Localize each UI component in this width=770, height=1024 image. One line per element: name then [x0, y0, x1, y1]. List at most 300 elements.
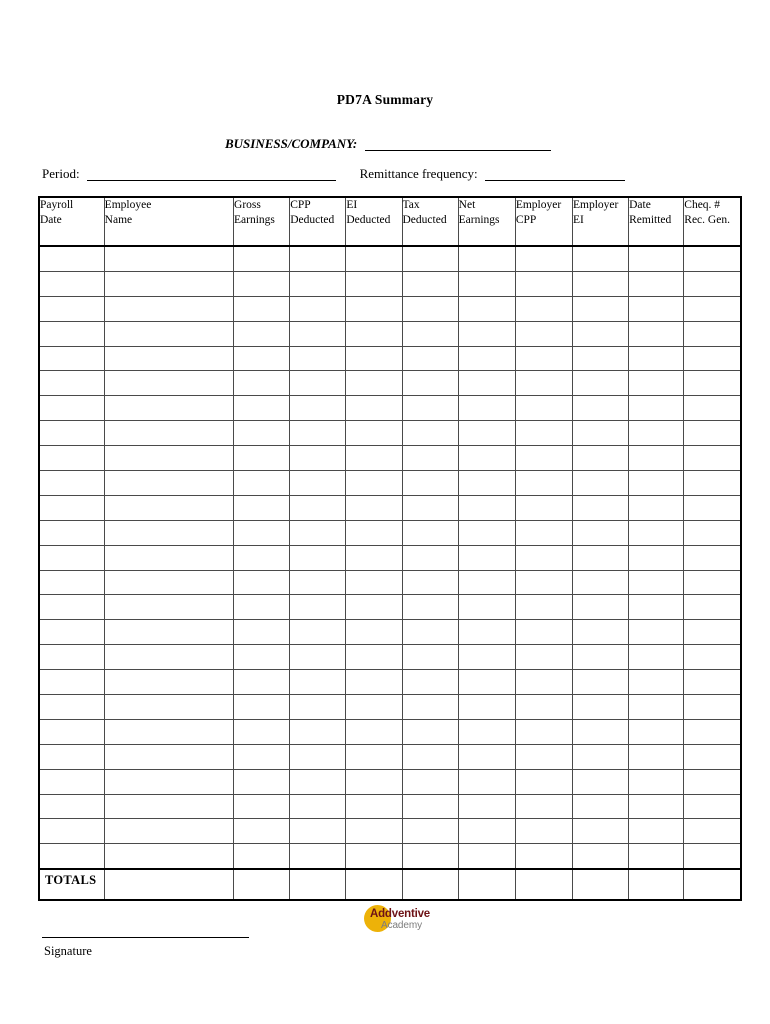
- table-cell[interactable]: [572, 719, 628, 744]
- table-cell[interactable]: [234, 645, 290, 670]
- table-cell[interactable]: [515, 346, 572, 371]
- table-cell[interactable]: [104, 595, 233, 620]
- table-cell[interactable]: [104, 421, 233, 446]
- column-header-3: [290, 197, 346, 246]
- table-cell[interactable]: [234, 819, 290, 844]
- table-cell[interactable]: [402, 421, 458, 446]
- table-cell[interactable]: [346, 769, 402, 794]
- table-row: [39, 321, 741, 346]
- table-cell[interactable]: [572, 570, 628, 595]
- table-cell[interactable]: [458, 670, 515, 695]
- table-cell[interactable]: [234, 570, 290, 595]
- table-cell[interactable]: [346, 371, 402, 396]
- table-cell[interactable]: [629, 346, 684, 371]
- table-cell[interactable]: [629, 670, 684, 695]
- table-cell[interactable]: [290, 819, 346, 844]
- column-header-line2: Earnings: [458, 214, 500, 226]
- table-cell[interactable]: [684, 520, 741, 545]
- table-cell[interactable]: [234, 421, 290, 446]
- period-input[interactable]: [87, 167, 336, 181]
- table-cell[interactable]: [234, 371, 290, 396]
- table-cell[interactable]: [104, 844, 233, 869]
- table-cell[interactable]: [290, 396, 346, 421]
- table-cell[interactable]: [572, 471, 628, 496]
- table-cell[interactable]: [234, 595, 290, 620]
- table-cell[interactable]: [234, 769, 290, 794]
- table-cell[interactable]: [346, 246, 402, 271]
- totals-cell[interactable]: [346, 869, 402, 900]
- table-cell[interactable]: [39, 271, 104, 296]
- table-cell[interactable]: [39, 819, 104, 844]
- table-cell[interactable]: [515, 321, 572, 346]
- table-cell[interactable]: [290, 371, 346, 396]
- table-cell[interactable]: [515, 495, 572, 520]
- table-cell[interactable]: [629, 819, 684, 844]
- table-cell[interactable]: [104, 744, 233, 769]
- table-cell[interactable]: [572, 844, 628, 869]
- table-cell[interactable]: [515, 421, 572, 446]
- table-cell[interactable]: [234, 396, 290, 421]
- table-cell[interactable]: [684, 719, 741, 744]
- table-cell[interactable]: [39, 744, 104, 769]
- table-cell[interactable]: [234, 695, 290, 720]
- table-cell[interactable]: [402, 545, 458, 570]
- table-cell[interactable]: [572, 645, 628, 670]
- table-cell[interactable]: [515, 471, 572, 496]
- table-cell[interactable]: [39, 446, 104, 471]
- table-cell[interactable]: [346, 495, 402, 520]
- table-cell[interactable]: [629, 296, 684, 321]
- table-cell[interactable]: [104, 719, 233, 744]
- table-cell[interactable]: [402, 744, 458, 769]
- table-cell[interactable]: [572, 246, 628, 271]
- table-cell[interactable]: [684, 545, 741, 570]
- table-cell[interactable]: [629, 520, 684, 545]
- table-cell[interactable]: [629, 421, 684, 446]
- table-cell[interactable]: [402, 769, 458, 794]
- table-cell[interactable]: [684, 769, 741, 794]
- table-cell[interactable]: [515, 645, 572, 670]
- table-cell[interactable]: [458, 744, 515, 769]
- table-cell[interactable]: [39, 495, 104, 520]
- table-cell[interactable]: [458, 769, 515, 794]
- totals-cell[interactable]: [402, 869, 458, 900]
- table-cell[interactable]: [458, 545, 515, 570]
- table-cell[interactable]: [402, 570, 458, 595]
- table-cell[interactable]: [346, 271, 402, 296]
- table-cell[interactable]: [629, 545, 684, 570]
- table-cell[interactable]: [402, 321, 458, 346]
- table-cell[interactable]: [629, 844, 684, 869]
- table-cell[interactable]: [629, 744, 684, 769]
- table-cell[interactable]: [515, 371, 572, 396]
- table-cell[interactable]: [684, 744, 741, 769]
- table-cell[interactable]: [234, 495, 290, 520]
- table-cell[interactable]: [39, 595, 104, 620]
- table-cell[interactable]: [629, 246, 684, 271]
- table-cell[interactable]: [684, 695, 741, 720]
- table-cell[interactable]: [290, 271, 346, 296]
- table-cell[interactable]: [458, 719, 515, 744]
- table-cell[interactable]: [402, 794, 458, 819]
- table-cell[interactable]: [290, 620, 346, 645]
- table-cell[interactable]: [458, 471, 515, 496]
- table-cell[interactable]: [684, 321, 741, 346]
- table-cell[interactable]: [515, 545, 572, 570]
- table-cell[interactable]: [234, 794, 290, 819]
- table-cell[interactable]: [39, 545, 104, 570]
- table-cell[interactable]: [39, 620, 104, 645]
- table-cell[interactable]: [629, 620, 684, 645]
- table-cell[interactable]: [104, 819, 233, 844]
- table-cell[interactable]: [515, 446, 572, 471]
- table-cell[interactable]: [515, 794, 572, 819]
- table-cell[interactable]: [39, 421, 104, 446]
- table-cell[interactable]: [684, 620, 741, 645]
- table-cell[interactable]: [402, 446, 458, 471]
- table-cell[interactable]: [515, 719, 572, 744]
- totals-cell[interactable]: [290, 869, 346, 900]
- table-cell[interactable]: [234, 321, 290, 346]
- table-cell[interactable]: [572, 321, 628, 346]
- table-cell[interactable]: [458, 371, 515, 396]
- table-cell[interactable]: [402, 346, 458, 371]
- table-cell[interactable]: [346, 645, 402, 670]
- table-cell[interactable]: [290, 296, 346, 321]
- table-cell[interactable]: [402, 645, 458, 670]
- table-cell[interactable]: [572, 520, 628, 545]
- table-cell[interactable]: [290, 495, 346, 520]
- table-cell[interactable]: [104, 645, 233, 670]
- table-cell[interactable]: [458, 595, 515, 620]
- table-cell[interactable]: [515, 620, 572, 645]
- table-cell[interactable]: [684, 346, 741, 371]
- table-cell[interactable]: [458, 321, 515, 346]
- table-cell[interactable]: [458, 421, 515, 446]
- table-cell[interactable]: [346, 844, 402, 869]
- table-cell[interactable]: [572, 271, 628, 296]
- table-cell[interactable]: [402, 844, 458, 869]
- table-cell[interactable]: [684, 844, 741, 869]
- table-cell[interactable]: [290, 719, 346, 744]
- table-cell[interactable]: [684, 645, 741, 670]
- table-cell[interactable]: [402, 670, 458, 695]
- table-cell[interactable]: [402, 520, 458, 545]
- table-cell[interactable]: [629, 595, 684, 620]
- table-cell[interactable]: [458, 346, 515, 371]
- table-cell[interactable]: [515, 819, 572, 844]
- table-cell[interactable]: [346, 595, 402, 620]
- table-cell[interactable]: [629, 794, 684, 819]
- table-cell[interactable]: [234, 670, 290, 695]
- table-cell[interactable]: [39, 321, 104, 346]
- table-cell[interactable]: [234, 844, 290, 869]
- table-cell[interactable]: [290, 421, 346, 446]
- table-cell[interactable]: [458, 695, 515, 720]
- table-cell[interactable]: [290, 695, 346, 720]
- table-cell[interactable]: [515, 520, 572, 545]
- table-cell[interactable]: [39, 769, 104, 794]
- table-cell[interactable]: [515, 246, 572, 271]
- table-cell[interactable]: [234, 744, 290, 769]
- table-cell[interactable]: [515, 744, 572, 769]
- table-cell[interactable]: [458, 570, 515, 595]
- table-cell[interactable]: [39, 471, 104, 496]
- table-cell[interactable]: [572, 794, 628, 819]
- table-cell[interactable]: [39, 296, 104, 321]
- table-cell[interactable]: [515, 769, 572, 794]
- table-cell[interactable]: [629, 446, 684, 471]
- table-cell[interactable]: [290, 844, 346, 869]
- table-cell[interactable]: [39, 396, 104, 421]
- table-cell[interactable]: [346, 396, 402, 421]
- table-cell[interactable]: [234, 545, 290, 570]
- table-cell[interactable]: [290, 670, 346, 695]
- table-cell[interactable]: [684, 471, 741, 496]
- table-cell[interactable]: [572, 819, 628, 844]
- table-cell[interactable]: [684, 595, 741, 620]
- totals-cell[interactable]: [104, 869, 233, 900]
- table-cell[interactable]: [684, 296, 741, 321]
- table-cell[interactable]: [39, 346, 104, 371]
- table-cell[interactable]: [346, 471, 402, 496]
- table-cell[interactable]: [684, 570, 741, 595]
- table-cell[interactable]: [572, 371, 628, 396]
- period-remittance-row: [42, 166, 732, 181]
- table-cell[interactable]: [458, 246, 515, 271]
- table-row: [39, 495, 741, 520]
- table-cell[interactable]: [629, 371, 684, 396]
- table-cell[interactable]: [346, 520, 402, 545]
- table-row: [39, 296, 741, 321]
- table-cell[interactable]: [290, 570, 346, 595]
- table-cell[interactable]: [104, 769, 233, 794]
- table-cell[interactable]: [629, 695, 684, 720]
- table-cell[interactable]: [290, 471, 346, 496]
- table-cell[interactable]: [346, 446, 402, 471]
- table-cell[interactable]: [234, 446, 290, 471]
- table-cell[interactable]: [104, 321, 233, 346]
- table-cell[interactable]: [290, 446, 346, 471]
- table-cell[interactable]: [104, 794, 233, 819]
- table-cell[interactable]: [402, 495, 458, 520]
- table-cell[interactable]: [515, 844, 572, 869]
- table-cell[interactable]: [515, 271, 572, 296]
- table-cell[interactable]: [290, 794, 346, 819]
- table-cell[interactable]: [572, 620, 628, 645]
- totals-cell[interactable]: [684, 869, 741, 900]
- table-cell[interactable]: [629, 321, 684, 346]
- table-cell[interactable]: [346, 794, 402, 819]
- table-cell[interactable]: [402, 719, 458, 744]
- column-header-line2: Rec. Gen.: [684, 214, 730, 226]
- table-cell[interactable]: [458, 645, 515, 670]
- table-cell[interactable]: [104, 695, 233, 720]
- table-cell[interactable]: [572, 595, 628, 620]
- table-cell[interactable]: [629, 645, 684, 670]
- table-cell[interactable]: [290, 321, 346, 346]
- table-cell[interactable]: [458, 271, 515, 296]
- totals-cell[interactable]: [572, 869, 628, 900]
- table-cell[interactable]: [234, 520, 290, 545]
- table-cell[interactable]: [290, 595, 346, 620]
- column-header-9: [629, 197, 684, 246]
- table-cell[interactable]: [629, 471, 684, 496]
- table-cell[interactable]: [458, 296, 515, 321]
- table-cell[interactable]: [346, 695, 402, 720]
- table-cell[interactable]: [458, 819, 515, 844]
- table-cell[interactable]: [629, 769, 684, 794]
- totals-cell[interactable]: [515, 869, 572, 900]
- table-cell[interactable]: [572, 670, 628, 695]
- table-cell[interactable]: [104, 495, 233, 520]
- table-cell[interactable]: [234, 346, 290, 371]
- table-cell[interactable]: [572, 446, 628, 471]
- table-cell[interactable]: [684, 371, 741, 396]
- table-cell[interactable]: [572, 346, 628, 371]
- table-cell[interactable]: [234, 471, 290, 496]
- table-cell[interactable]: [346, 545, 402, 570]
- table-cell[interactable]: [402, 246, 458, 271]
- table-cell[interactable]: [39, 719, 104, 744]
- table-cell[interactable]: [346, 570, 402, 595]
- table-cell[interactable]: [402, 695, 458, 720]
- table-cell[interactable]: [104, 471, 233, 496]
- table-cell[interactable]: [572, 769, 628, 794]
- table-cell[interactable]: [572, 695, 628, 720]
- totals-cell[interactable]: [458, 869, 515, 900]
- table-cell[interactable]: [515, 670, 572, 695]
- table-cell[interactable]: [290, 545, 346, 570]
- table-cell[interactable]: [39, 371, 104, 396]
- table-cell[interactable]: [572, 744, 628, 769]
- table-cell[interactable]: [572, 495, 628, 520]
- table-cell[interactable]: [458, 794, 515, 819]
- table-cell[interactable]: [234, 620, 290, 645]
- table-cell[interactable]: [39, 246, 104, 271]
- table-cell[interactable]: [402, 371, 458, 396]
- table-cell[interactable]: [234, 246, 290, 271]
- table-cell[interactable]: [684, 271, 741, 296]
- table-cell[interactable]: [346, 744, 402, 769]
- table-cell[interactable]: [515, 595, 572, 620]
- table-cell[interactable]: [402, 296, 458, 321]
- signature-input[interactable]: [42, 937, 249, 938]
- table-cell[interactable]: [629, 495, 684, 520]
- table-row: [39, 794, 741, 819]
- table-cell[interactable]: [234, 296, 290, 321]
- table-cell[interactable]: [572, 396, 628, 421]
- table-cell[interactable]: [572, 545, 628, 570]
- table-cell[interactable]: [346, 296, 402, 321]
- table-cell[interactable]: [39, 645, 104, 670]
- table-cell[interactable]: [572, 421, 628, 446]
- table-cell[interactable]: [104, 371, 233, 396]
- table-cell[interactable]: [684, 819, 741, 844]
- table-cell[interactable]: [346, 346, 402, 371]
- table-cell[interactable]: [684, 495, 741, 520]
- table-cell[interactable]: [39, 695, 104, 720]
- totals-cell[interactable]: [629, 869, 684, 900]
- table-cell[interactable]: [402, 471, 458, 496]
- table-cell[interactable]: [402, 271, 458, 296]
- table-cell[interactable]: [290, 346, 346, 371]
- totals-cell[interactable]: [234, 869, 290, 900]
- table-cell[interactable]: [346, 719, 402, 744]
- table-cell[interactable]: [290, 520, 346, 545]
- table-cell[interactable]: [402, 396, 458, 421]
- table-cell[interactable]: [346, 321, 402, 346]
- business-company-input[interactable]: [365, 137, 551, 151]
- table-cell[interactable]: [629, 719, 684, 744]
- table-cell[interactable]: [290, 744, 346, 769]
- table-cell[interactable]: [684, 421, 741, 446]
- table-cell[interactable]: [290, 246, 346, 271]
- table-cell[interactable]: [39, 794, 104, 819]
- table-cell[interactable]: [458, 620, 515, 645]
- table-cell[interactable]: [458, 446, 515, 471]
- table-cell[interactable]: [234, 719, 290, 744]
- table-cell[interactable]: [684, 396, 741, 421]
- table-cell[interactable]: [572, 296, 628, 321]
- table-cell[interactable]: [104, 396, 233, 421]
- table-cell[interactable]: [39, 844, 104, 869]
- table-cell[interactable]: [629, 396, 684, 421]
- table-cell[interactable]: [104, 520, 233, 545]
- table-cell[interactable]: [458, 495, 515, 520]
- table-cell[interactable]: [458, 396, 515, 421]
- table-cell[interactable]: [39, 520, 104, 545]
- table-cell[interactable]: [290, 645, 346, 670]
- table-cell[interactable]: [402, 620, 458, 645]
- table-cell[interactable]: [629, 570, 684, 595]
- table-cell[interactable]: [402, 819, 458, 844]
- table-cell[interactable]: [684, 446, 741, 471]
- table-cell[interactable]: [629, 271, 684, 296]
- remittance-frequency-input[interactable]: [485, 167, 625, 181]
- table-cell[interactable]: [515, 396, 572, 421]
- table-cell[interactable]: [346, 421, 402, 446]
- table-cell[interactable]: [104, 446, 233, 471]
- table-cell[interactable]: [458, 520, 515, 545]
- table-cell[interactable]: [104, 670, 233, 695]
- table-row: [39, 271, 741, 296]
- table-cell[interactable]: [458, 844, 515, 869]
- table-cell[interactable]: [515, 695, 572, 720]
- table-cell[interactable]: [684, 794, 741, 819]
- table-cell[interactable]: [684, 670, 741, 695]
- table-cell[interactable]: [515, 296, 572, 321]
- table-cell[interactable]: [290, 769, 346, 794]
- table-cell[interactable]: [346, 620, 402, 645]
- table-cell[interactable]: [684, 246, 741, 271]
- table-cell[interactable]: [104, 271, 233, 296]
- table-cell[interactable]: [104, 346, 233, 371]
- table-cell[interactable]: [104, 296, 233, 321]
- table-cell[interactable]: [234, 271, 290, 296]
- table-cell[interactable]: [402, 595, 458, 620]
- table-cell[interactable]: [104, 246, 233, 271]
- table-cell[interactable]: [104, 545, 233, 570]
- table-cell[interactable]: [515, 570, 572, 595]
- table-cell[interactable]: [104, 620, 233, 645]
- table-cell[interactable]: [39, 570, 104, 595]
- table-cell[interactable]: [346, 819, 402, 844]
- table-cell[interactable]: [39, 670, 104, 695]
- column-header-line1: Employer: [572, 199, 619, 211]
- table-cell[interactable]: [104, 570, 233, 595]
- table-cell[interactable]: [346, 670, 402, 695]
